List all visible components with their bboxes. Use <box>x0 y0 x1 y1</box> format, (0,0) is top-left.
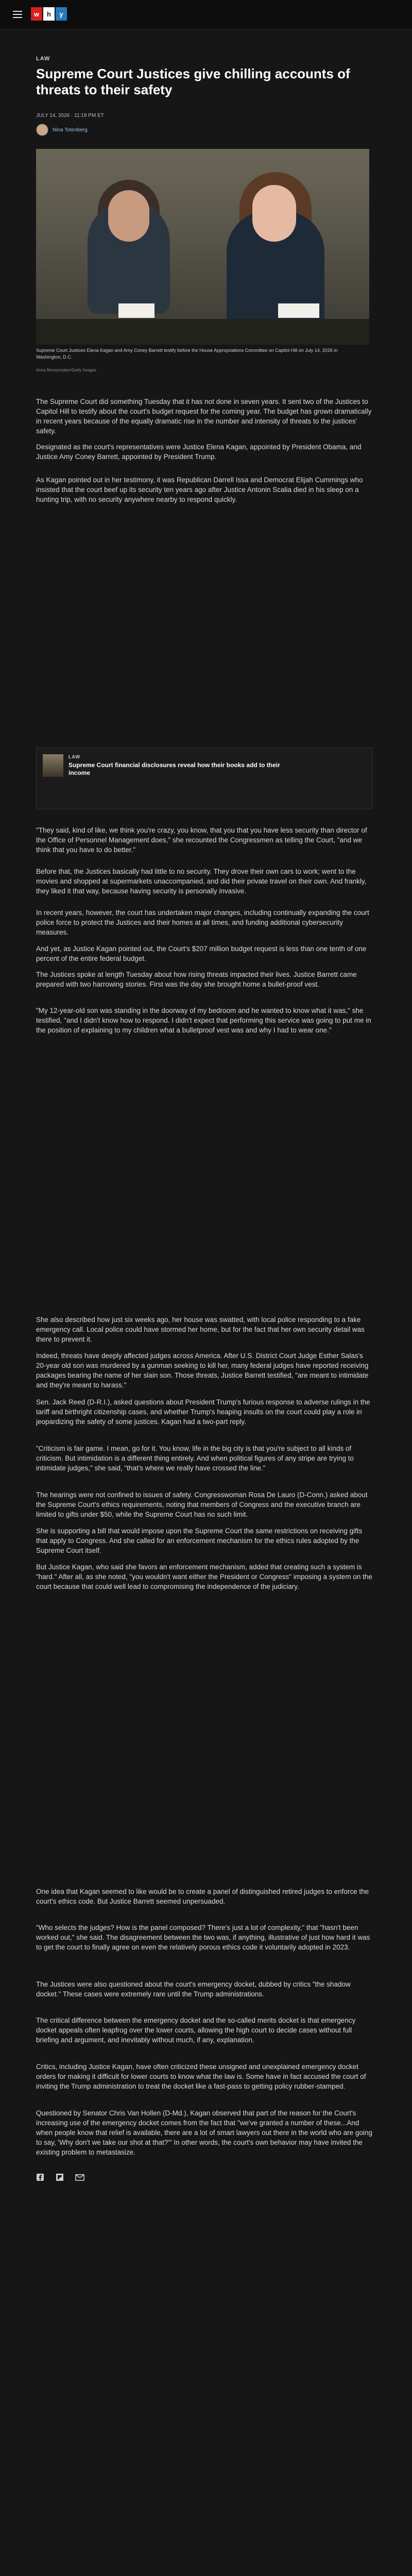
logo-letter-w: w <box>31 7 42 21</box>
article-paragraph: Before that, the Justices basically had little to no security. They drove their own cars to work; went to the movies and shopped at supermarkets unaccompanied, and did their private travel on their own. And frankly, they liked it that way, because having security is personally invasive. <box>36 868 367 895</box>
related-story-title[interactable]: Supreme Court financial disclosures reveal how their books add to their income <box>68 761 280 776</box>
flipboard-icon[interactable] <box>56 2173 64 2181</box>
article-paragraph: Designated as the court's representatives were Justice Elena Kagan, appointed by President Obama, and Justice Amy Coney Barrett, appointed by President Trump. <box>36 443 362 461</box>
article-paragraph: Indeed, threats have deeply affected judges across America. After U.S. District Court Judge Esther Salas's 20-year old son was murdered by a gunman seeking to kill her, many federal judges have reported receiving packages bearing the name of her slain son. Those threats, Justice Barrett testified, "are meant to intimidate and they're meant to harass." <box>36 1352 369 1389</box>
article-dateline: JULY 14, 2026 · 11:19 PM ET <box>36 113 104 118</box>
article-paragraph: She is supporting a bill that would impose upon the Supreme Court the same restrictions on receiving gifts that apply to Congress. And she called for an enforcement mechanism for the ethics rules adopted by the Supreme Court itself. <box>36 1527 363 1554</box>
article-photo <box>36 149 369 345</box>
article-paragraph: Sen. Jack Reed (D-R.I.), asked questions about President Trump's furious response to adverse rulings in the tariff and birthright citizenship cases, and whether Trump's heaping insults on the court could play a role in jeopardizing the safety of some justices. Kagan had a two-part reply. <box>36 1398 370 1426</box>
share-tools <box>36 2173 84 2181</box>
article-paragraph: "Who selects the judges? How is the panel composed? There's just a lot of complexity," that "hasn't been worked out," she said. The disagreement between the two was, if anything, illustrative of just how hard it was to get the court to finally agree on even the relatively porous ethics code it voluntarily adopted in 2023. <box>36 1924 370 1951</box>
article-paragraph: The Justices spoke at length Tuesday about how rising threats impacted their lives. Justice Barrett came prepared with two harrowing stories. First was the day she brought home a bullet-proof vest. <box>36 971 357 988</box>
author-link[interactable]: Nina Totenberg <box>53 127 88 133</box>
article-paragraph: The critical difference between the emergency docket and the so-called merits docket is that emergency docket appeals often leapfrog over the lower courts, allowing the high court to decide cases without full briefing and argument, and inevitably without much, if any, explanation. <box>36 2016 356 2044</box>
top-navigation-bar <box>0 0 412 29</box>
email-icon[interactable] <box>75 2173 84 2181</box>
article-paragraph: The hearings were not confined to issues of safety. Congresswoman Rosa De Lauro (D-Conn.) asked about the Supreme Court's ethics requirements, noting that members of Congress and the executive branch are limited to gifts under $50, while the Supreme Court has no such limit. <box>36 1491 368 1518</box>
byline <box>36 124 88 136</box>
article-paragraph: "My 12-year-old son was standing in the doorway of my bedroom and he wanted to know what it was," she testified, "and I didn't know how to respond. I didn't expect that performing this service was going to put me in the position of explaining to my children what a bulletproof vest was and why I had to wear one." <box>36 1007 371 1034</box>
article-paragraph: Questioned by Senator Chris Van Hollen (D-Md.), Kagan observed that part of the reason for the Court's increasing use of the emergency docket comes from the fact that "we've granted a number of these...And when people know that relief is available, there are a lot of smart lawyers out there in the world who are going to say, 'Why don't we take our shot at that?'" In other words, the court's own behavior may have invited the existing problem to metastasize. <box>36 2109 372 2156</box>
article-paragraph: "Criticism is fair game. I mean, go for it. You know, life in the big city is that you're subject to all kinds of criticism. But intimidation is a different thing entirely. And when political figures of any stripe are trying to intimidate judges," she said, "that's where we really have crossed the line." <box>36 1445 354 1472</box>
article-paragraph: One idea that Kagan seemed to like would be to create a panel of distinguished retired judges to enforce the court's ethics code. But Justice Barrett seemed unpersuaded. <box>36 1888 369 1905</box>
article-paragraph: But Justice Kagan, who said she favors an enforcement mechanism, added that creating such a system is "hard." After all, as she noted, "you wouldn't want either the President or Congress" imposing a system on the court because that could well lead to compromising the independence of the judiciary. <box>36 1563 372 1590</box>
article-headline: Supreme Court Justices give chilling accounts of threats to their safety <box>36 66 350 97</box>
article-paragraph: As Kagan pointed out in her testimony, it was Republican Darrell Issa and Democrat Elijah Cummings who insisted that the court beef up its security ten years ago after Justice Antonin Scalia died in his sleep on a hunting trip, with no security anywhere nearby to respond quickly. <box>36 476 363 503</box>
article-paragraph: And yet, as Justice Kagan pointed out, the Court's $207 million budget request is less than one tenth of one percent of the entire federal budget. <box>36 945 367 962</box>
related-story-thumbnail <box>43 754 63 777</box>
article-paragraph: "They said, kind of like, we think you're crazy, you know, that you that you have less security than director of the Office of Personnel Management does," she recounted the Congressmen as telling the Court, "and we think that you have to do better." <box>36 826 367 854</box>
photo-credit: Anna Moneymaker/Getty Images <box>36 368 96 372</box>
photo-caption: Supreme Court Justices Elena Kagan and Amy Coney Barrett testify before the House Appropriations Committee on Capitol Hill on July 14, 2026 in Washington, D.C. <box>36 348 338 360</box>
article-paragraph: The Justices were also questioned about the court's emergency docket, dubbed by critics "the shadow docket." These cases were extremely rare until the Trump administrations. <box>36 1980 351 1998</box>
site-logo[interactable] <box>31 7 67 21</box>
author-avatar <box>36 124 48 136</box>
facebook-icon[interactable] <box>36 2173 44 2181</box>
logo-letter-y: y <box>56 7 67 21</box>
related-story-category: LAW <box>68 754 80 759</box>
related-story-card[interactable] <box>36 748 373 809</box>
menu-icon[interactable] <box>10 7 25 22</box>
logo-letter-h: h <box>43 7 55 21</box>
article-paragraph: She also described how just six weeks ago, her house was swatted, with local police responding to a fake emergency call. Local police could have stormed her home, but for the fact that her own security detail was there to prevent it. <box>36 1316 365 1343</box>
article-category[interactable]: LAW <box>36 56 50 62</box>
article-paragraph: Critics, including Justice Kagan, have often criticized these unsigned and unexplained emergency docket orders for making it difficult for lower courts to know what the law is. Some have in fact accused the court of inviting the Trump administration to treat the docket like a fast-pass to getting policy rubber-stamped. <box>36 2063 366 2090</box>
article-paragraph: The Supreme Court did something Tuesday that it has not done in seven years. It sent two of the Justices to Capitol Hill to testify about the court's budget request for the coming year. The budget has grown dramatically in recent years because of the equally dramatic rise in the number and intensity of threats to the justices' safety. <box>36 398 372 435</box>
article-paragraph: In recent years, however, the court has undertaken major changes, including continually expanding the court police force to protect the Justices and their homes at all times, and funding additional cybersecurity measures. <box>36 909 369 936</box>
